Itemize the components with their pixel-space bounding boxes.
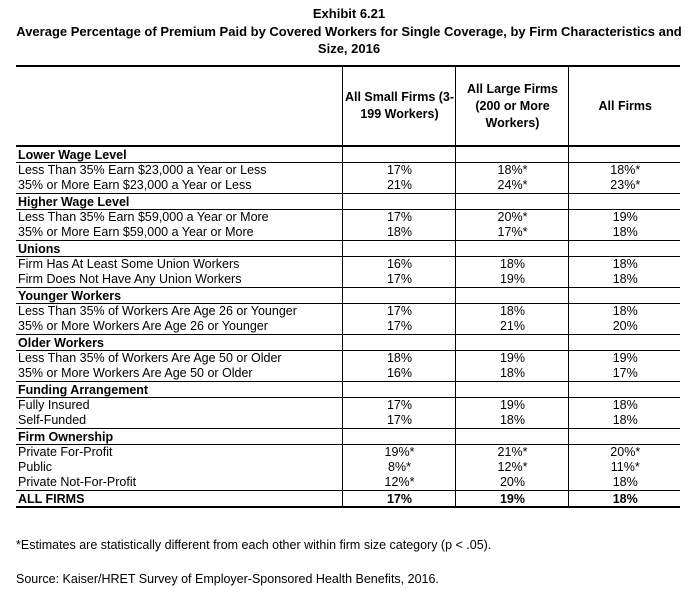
value-cell: 17%: [342, 413, 455, 429]
row-label: 35% or More Workers Are Age 26 or Younger: [18, 319, 268, 333]
row-label: Public: [18, 460, 53, 474]
value-cell: 20%: [568, 319, 680, 335]
row-label: 35% or More Earn $23,000 a Year or Less: [18, 178, 252, 192]
value-cell: 12%*: [455, 460, 568, 475]
value-cell: 19%: [455, 398, 568, 414]
premium-table: [16, 65, 680, 508]
value-cell: 18%: [568, 272, 680, 288]
value-cell: 17%: [342, 272, 455, 288]
value-cell: 18%: [342, 225, 455, 241]
value-cell: 17%: [342, 304, 455, 320]
value-cell: 17%: [342, 163, 455, 179]
section-blank-cell: [455, 382, 568, 398]
section-blank-cell: [342, 241, 455, 257]
value-cell: 12%*: [342, 475, 455, 491]
table-row: [16, 304, 680, 320]
value-cell: 18%: [568, 257, 680, 273]
value-cell: 19%: [568, 351, 680, 367]
value-cell: 18%: [455, 257, 568, 273]
table-row: [16, 366, 680, 382]
section-blank-cell: [455, 335, 568, 351]
row-label: Fully Insured: [18, 398, 90, 412]
table-row: [16, 257, 680, 273]
value-cell: 18%: [455, 304, 568, 320]
value-cell: 18%: [455, 413, 568, 429]
section-blank-cell: [342, 288, 455, 304]
value-cell: 20%*: [568, 445, 680, 461]
value-cell: 17%*: [455, 225, 568, 241]
value-cell: 16%: [342, 366, 455, 382]
table-row: [16, 319, 680, 335]
value-cell: 18%: [568, 475, 680, 491]
value-cell: 18%*: [568, 163, 680, 179]
row-label: Private For-Profit: [18, 445, 113, 459]
value-cell: 18%: [455, 366, 568, 382]
section-blank-cell: [342, 194, 455, 210]
row-label: Firm Has At Least Some Union Workers: [18, 257, 240, 271]
value-cell: 21%*: [455, 445, 568, 461]
value-cell: 20%: [455, 475, 568, 491]
header-blank: [16, 67, 342, 146]
value-cell: 18%: [342, 351, 455, 367]
total-row: [16, 491, 680, 508]
section-blank-cell: [342, 382, 455, 398]
section-header-row: [16, 288, 680, 304]
section-label: Unions: [16, 241, 342, 257]
section-blank-cell: [455, 194, 568, 210]
value-cell: 21%: [455, 319, 568, 335]
section-blank-cell: [568, 194, 680, 210]
total-value-cell: 17%: [342, 491, 455, 508]
value-cell: 19%: [568, 210, 680, 226]
section-blank-cell: [342, 335, 455, 351]
row-label: Less Than 35% Earn $23,000 a Year or Less: [18, 163, 267, 177]
section-blank-cell: [342, 429, 455, 445]
value-cell: 19%*: [342, 445, 455, 461]
col-header-all-firms: All Firms: [568, 67, 680, 146]
section-header-row: [16, 241, 680, 257]
table-row: [16, 210, 680, 226]
section-header-row: [16, 194, 680, 210]
table-row: [16, 272, 680, 288]
section-header-row: [16, 429, 680, 445]
section-blank-cell: [568, 382, 680, 398]
value-cell: 18%: [568, 225, 680, 241]
row-label: 35% or More Workers Are Age 50 or Older: [18, 366, 253, 380]
section-blank-cell: [455, 146, 568, 163]
value-cell: 18%*: [455, 163, 568, 179]
value-cell: 11%*: [568, 460, 680, 475]
value-cell: 18%: [568, 413, 680, 429]
table-row: [16, 163, 680, 179]
table-row: [16, 413, 680, 429]
section-label: Younger Workers: [16, 288, 342, 304]
section-blank-cell: [455, 288, 568, 304]
row-label: Less Than 35% of Workers Are Age 50 or Older: [18, 351, 282, 365]
section-blank-cell: [568, 335, 680, 351]
section-header-row: [16, 335, 680, 351]
row-label: Firm Does Not Have Any Union Workers: [18, 272, 242, 286]
table-row: [16, 475, 680, 491]
value-cell: 18%: [568, 304, 680, 320]
table-row: [16, 445, 680, 461]
table-row: [16, 178, 680, 194]
section-blank-cell: [568, 288, 680, 304]
total-value-cell: 19%: [455, 491, 568, 508]
col-header-large-firms: All Large Firms (200 or More Workers): [455, 67, 568, 146]
section-label: Funding Arrangement: [16, 382, 342, 398]
value-cell: 17%: [342, 319, 455, 335]
row-label: Less Than 35% Earn $59,000 a Year or More: [18, 210, 269, 224]
section-blank-cell: [342, 146, 455, 163]
table-title: Average Percentage of Premium Paid by Covered Workers for Single Coverage, by Firm Characteristics and Size, 2016: [16, 24, 682, 56]
value-cell: 19%: [455, 351, 568, 367]
section-blank-cell: [455, 241, 568, 257]
value-cell: 17%: [568, 366, 680, 382]
col-header-small-firms: All Small Firms (3-199 Workers): [342, 67, 455, 146]
value-cell: 24%*: [455, 178, 568, 194]
footnote: *Estimates are statistically different from each other within firm size category (p < .05).: [16, 538, 492, 552]
exhibit-number: Exhibit 6.21: [312, 6, 386, 21]
source-note: Source: Kaiser/HRET Survey of Employer-Sponsored Health Benefits, 2016.: [16, 572, 439, 586]
section-label: Firm Ownership: [16, 429, 342, 445]
table-row: [16, 398, 680, 414]
table-row: [16, 351, 680, 367]
table-row: [16, 225, 680, 241]
value-cell: 21%: [342, 178, 455, 194]
value-cell: 20%*: [455, 210, 568, 226]
row-label: Self-Funded: [18, 413, 87, 427]
row-label: Less Than 35% of Workers Are Age 26 or Younger: [18, 304, 297, 318]
section-blank-cell: [568, 429, 680, 445]
value-cell: 23%*: [568, 178, 680, 194]
section-label: Lower Wage Level: [16, 146, 342, 163]
total-label: ALL FIRMS: [16, 491, 342, 508]
value-cell: 18%: [568, 398, 680, 414]
table-body: [16, 146, 680, 507]
row-label: Private Not-For-Profit: [18, 475, 137, 489]
section-header-row: [16, 146, 680, 163]
value-cell: 19%: [455, 272, 568, 288]
value-cell: 8%*: [342, 460, 455, 475]
value-cell: 17%: [342, 210, 455, 226]
table-row: [16, 460, 680, 475]
section-header-row: [16, 382, 680, 398]
section-label: Higher Wage Level: [16, 194, 342, 210]
section-blank-cell: [568, 146, 680, 163]
section-blank-cell: [568, 241, 680, 257]
value-cell: 16%: [342, 257, 455, 273]
total-value-cell: 18%: [568, 491, 680, 508]
value-cell: 17%: [342, 398, 455, 414]
section-blank-cell: [455, 429, 568, 445]
row-label: 35% or More Earn $59,000 a Year or More: [18, 225, 254, 239]
section-label: Older Workers: [16, 335, 342, 351]
